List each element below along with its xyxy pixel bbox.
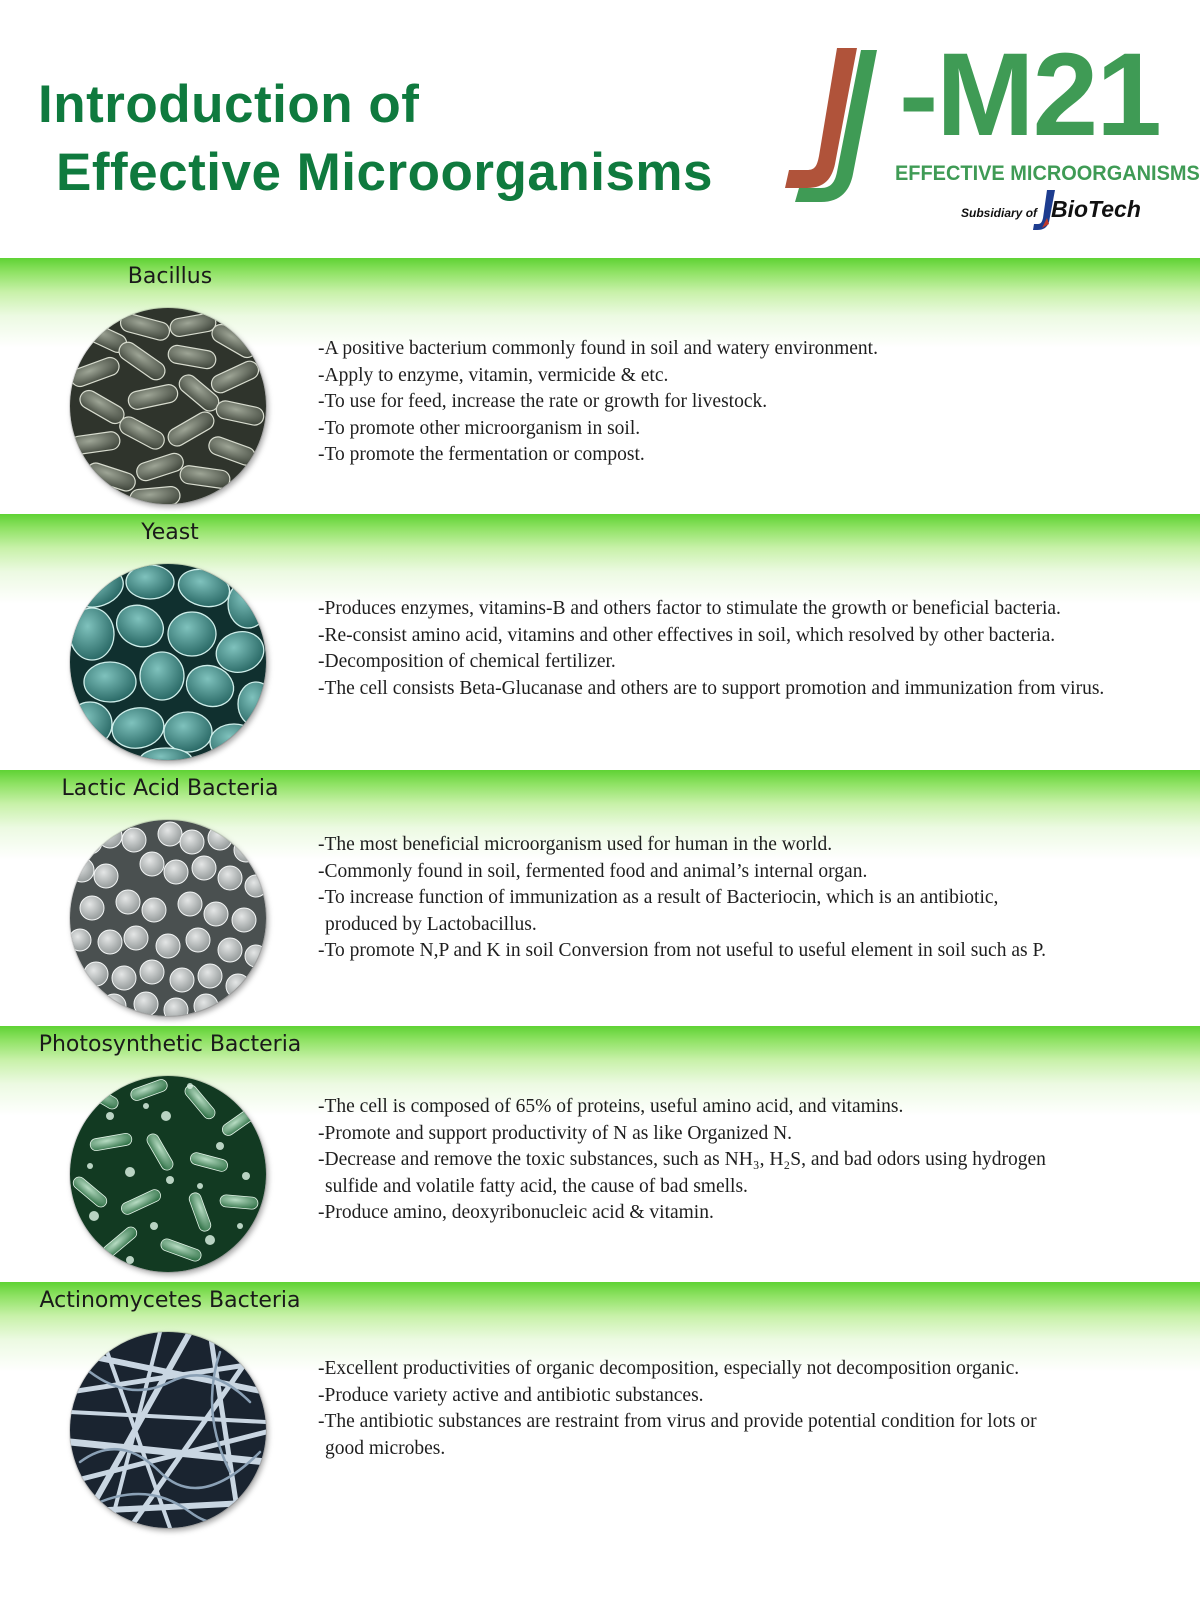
section-description: [318, 336, 1198, 469]
lactic-acid-bacteria-micrograph-icon: [70, 820, 266, 1016]
jm21-logo: [795, 29, 1200, 250]
description-line: -To increase function of immunization as a result of Bacteriocin, which is an antibiotic,: [318, 887, 999, 908]
section-description: [318, 832, 1198, 965]
photosynthetic-bacteria-micrograph-icon: [70, 1076, 266, 1272]
page-title-line-2: Effective Microorganisms: [56, 143, 714, 202]
bacillus-micrograph-icon: [70, 308, 266, 504]
logo-subsidiary-label: Subsidiary of: [961, 206, 1038, 220]
section-title: Bacillus: [127, 264, 213, 289]
actinomycetes-micrograph-icon: [70, 1332, 266, 1528]
description-line: sulfide and volatile fatty acid, the cause of bad smells.: [325, 1175, 748, 1197]
logo-tagline: EFFECTIVE MICROORGANISMS: [895, 162, 1200, 185]
section-actinomycetes-bacteria: [0, 1282, 1200, 1600]
description-line: -Re-consist amino acid, vitamins and other effectives in soil, which resolved by other bacteria.: [318, 624, 1056, 646]
description-line: -To promote the fermentation or compost.: [318, 444, 645, 465]
section-lactic-acid-bacteria: [0, 770, 1200, 1026]
description-line: -Produce variety active and antibiotic substances.: [318, 1384, 704, 1406]
description-line: good microbes.: [325, 1437, 446, 1459]
description-line: produced by Lactobacillus.: [325, 913, 537, 935]
description-line: -Decrease and remove the toxic substances, such as NH₃, H₂S, and bad odors using hydrogen: [318, 1149, 1046, 1170]
description-line: -To use for feed, increase the rate or growth for livestock.: [318, 391, 768, 412]
section-photosynthetic-bacteria: [0, 1026, 1200, 1282]
description-line: -The antibiotic substances are restraint from virus and provide potential condition for lots or: [318, 1411, 1037, 1432]
section-title: Photosynthetic Bacteria: [38, 1032, 302, 1057]
description-line: -A positive bacterium commonly found in soil and watery environment.: [318, 338, 878, 359]
description-line: -The most beneficial microorganism used for human in the world.: [318, 834, 833, 855]
jm21-j-mark-icon: [785, 46, 895, 216]
section-description: [318, 1094, 1198, 1227]
logo-parent-brand: BioTech: [1051, 196, 1141, 222]
section-title: Lactic Acid Bacteria: [61, 776, 279, 801]
description-line: -To promote other microorganism in soil.: [318, 417, 641, 439]
description-line: -Commonly found in soil, fermented food and animal’s internal organ.: [318, 860, 868, 882]
description-line: -Produces enzymes, vitamins-B and others factor to stimulate the growth or beneficial bacteria.: [318, 598, 1061, 619]
section-title: Yeast: [141, 520, 199, 545]
section-description: [318, 1356, 1198, 1462]
description-line: -To promote N,P and K in soil Conversion from not useful to useful element in soil such as P.: [318, 940, 1047, 961]
description-line: -The cell is composed of 65% of proteins, useful amino acid, and vitamins.: [318, 1096, 904, 1117]
description-line: -Apply to enzyme, vitamin, vermicide & etc.: [318, 364, 669, 386]
description-line: -Promote and support productivity of N as like Organized N.: [318, 1122, 793, 1144]
description-line: -Excellent productivities of organic decomposition, especially not decomposition organic.: [318, 1358, 1020, 1379]
description-line: -The cell consists Beta-Glucanase and others are to support promotion and immunization from virus.: [318, 677, 1105, 699]
description-line: -Decomposition of chemical fertilizer.: [318, 651, 616, 672]
logo-wordmark: -M21: [899, 29, 1160, 161]
section-bacillus: [0, 258, 1200, 514]
page-title-line-1: Introduction of: [38, 75, 420, 134]
section-description: [318, 596, 1198, 702]
section-title: Actinomycetes Bacteria: [39, 1288, 301, 1313]
section-yeast: [0, 514, 1200, 770]
header: [0, 0, 1200, 258]
description-line: -Produce amino, deoxyribonucleic acid & vitamin.: [318, 1202, 714, 1223]
yeast-micrograph-icon: [70, 564, 266, 760]
